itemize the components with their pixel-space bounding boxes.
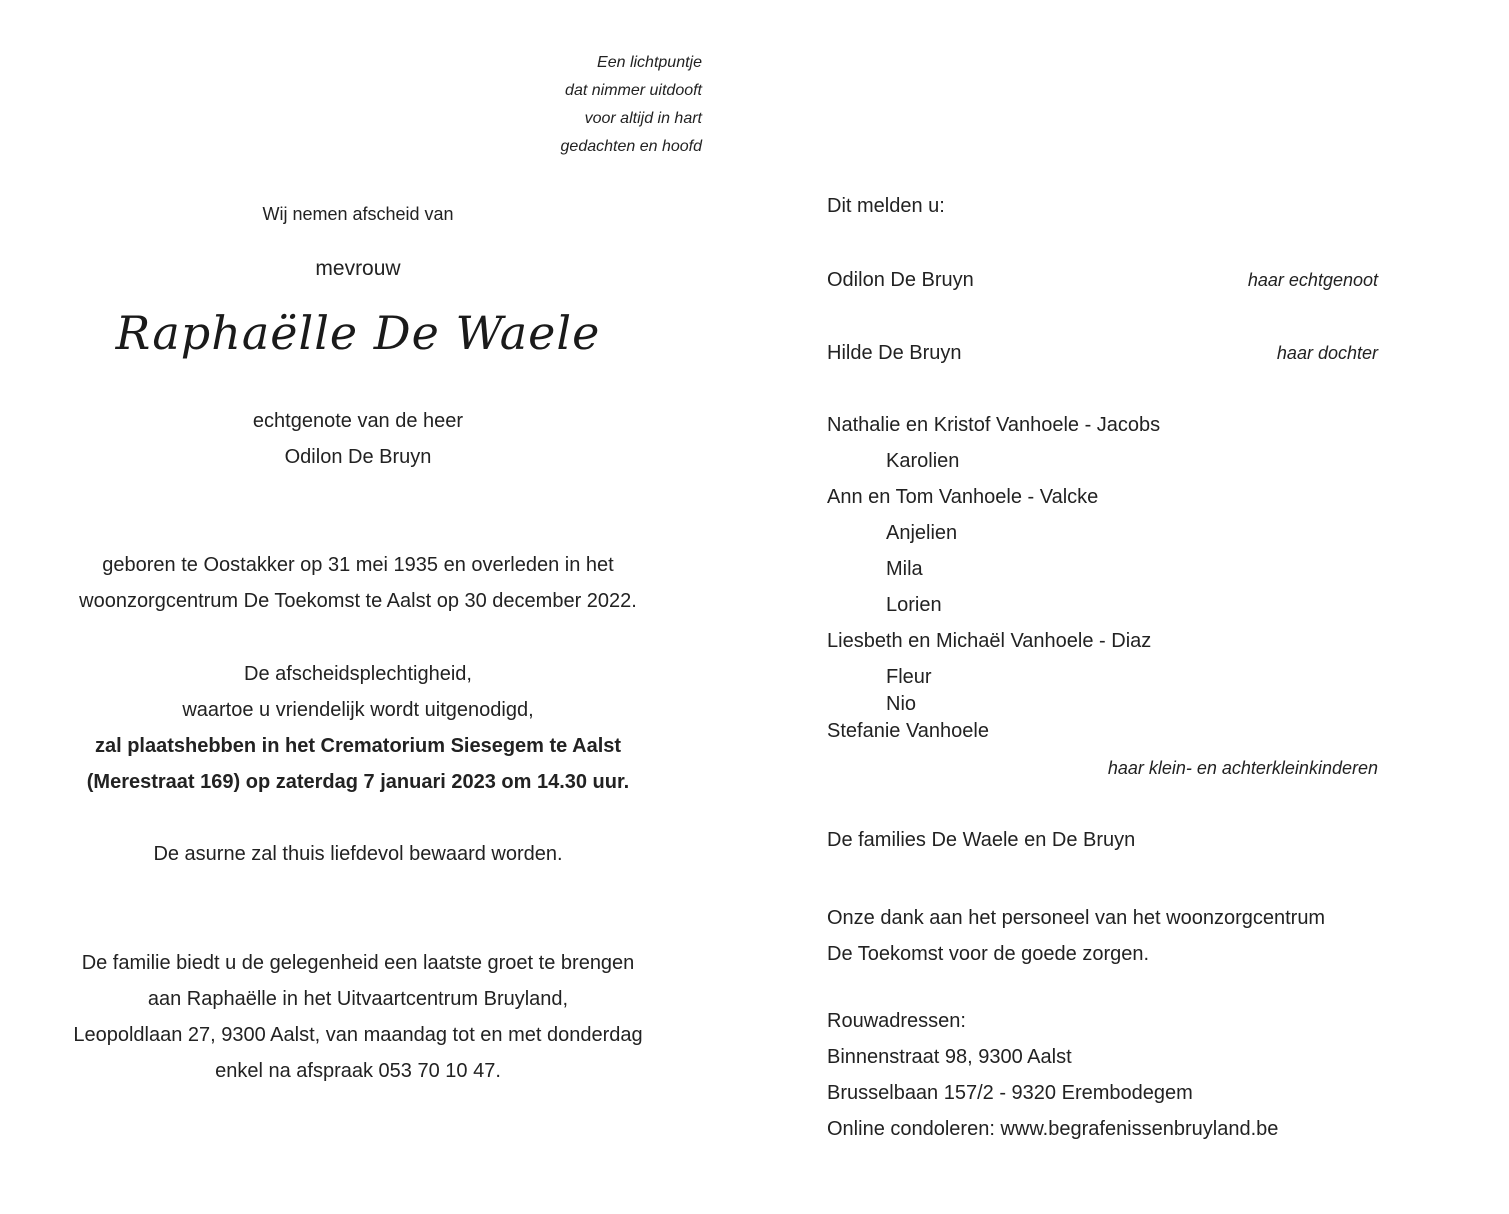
- family-member: Nathalie en Kristof Vanhoele - Jacobs: [827, 414, 1161, 436]
- family-member: Anjelien: [886, 522, 958, 544]
- family-member: Stefanie Vanhoele: [827, 720, 989, 742]
- honorific: mevrouw: [315, 257, 401, 280]
- poem-line-4: gedachten en hoofd: [560, 138, 702, 155]
- families-line: De families De Waele en De Bruyn: [827, 829, 1136, 851]
- ceremony-line-3: zal plaatshebben in het Crematorium Siesegem te Aalst: [94, 735, 622, 757]
- address-line-2: Brusselbaan 157/2 - 9320 Erembodegem: [827, 1082, 1193, 1104]
- ceremony-line-1: De afscheidsplechtigheid,: [244, 663, 472, 685]
- family-member: Fleur: [886, 666, 932, 688]
- ceremony-line-2: waartoe u vriendelijk wordt uitgenodigd,: [182, 699, 534, 721]
- grandchildren-role: haar klein- en achterkleinkinderen: [1107, 758, 1378, 778]
- visit-line-2: aan Raphaëlle in het Uitvaartcentrum Bruyland,: [147, 988, 569, 1010]
- deceased-name: Raphaëlle De Waele: [115, 306, 601, 360]
- family-member: Liesbeth en Michaël Vanhoele - Diaz: [827, 630, 1152, 652]
- daughter-role: haar dochter: [1276, 343, 1378, 363]
- visit-line-3: Leopoldlaan 27, 9300 Aalst, van maandag tot en met donderdag: [73, 1024, 643, 1046]
- ceremony-line-4: (Merestraat 169) op zaterdag 7 januari 2023 om 14.30 uur.: [86, 771, 630, 793]
- visit-line-1: De familie biedt u de gelegenheid een laatste groet te brengen: [81, 952, 635, 974]
- thanks-line-2: De Toekomst voor de goede zorgen.: [827, 943, 1150, 965]
- condolence-line: Online condoleren: www.begrafenissenbruyland.be: [827, 1118, 1279, 1140]
- address-heading: Rouwadressen:: [827, 1010, 966, 1032]
- family-member: Lorien: [886, 594, 942, 616]
- spouse-line-2: Odilon De Bruyn: [284, 446, 432, 468]
- family-member: Ann en Tom Vanhoele - Valcke: [827, 486, 1099, 508]
- born-line-2: woonzorgcentrum De Toekomst te Aalst op 30 december 2022.: [79, 590, 637, 612]
- family-member: Mila: [886, 558, 923, 580]
- spouse-line-1: echtgenote van de heer: [252, 410, 464, 432]
- urn-line: De asurne zal thuis liefdevol bewaard worden.: [153, 843, 563, 865]
- poem-line-2: dat nimmer uitdooft: [565, 82, 702, 99]
- thanks-line-1: Onze dank aan het personeel van het woonzorgcentrum: [827, 907, 1326, 929]
- husband-name: Odilon De Bruyn: [827, 269, 974, 291]
- poem-line-3: voor altijd in hart: [584, 110, 702, 127]
- poem-line-1: Een lichtpuntje: [597, 54, 702, 71]
- intro-text: Wij nemen afscheid van: [262, 204, 454, 224]
- husband-role: haar echtgenoot: [1247, 270, 1378, 290]
- address-line-1: Binnenstraat 98, 9300 Aalst: [827, 1046, 1072, 1068]
- visit-line-4: enkel na afspraak 053 70 10 47.: [215, 1060, 501, 1082]
- family-member: Karolien: [886, 450, 960, 472]
- family-member: Nio: [886, 693, 917, 715]
- announce-heading: Dit melden u:: [827, 195, 945, 217]
- born-line-1: geboren te Oostakker op 31 mei 1935 en overleden in het: [102, 554, 614, 576]
- daughter-name: Hilde De Bruyn: [827, 342, 962, 364]
